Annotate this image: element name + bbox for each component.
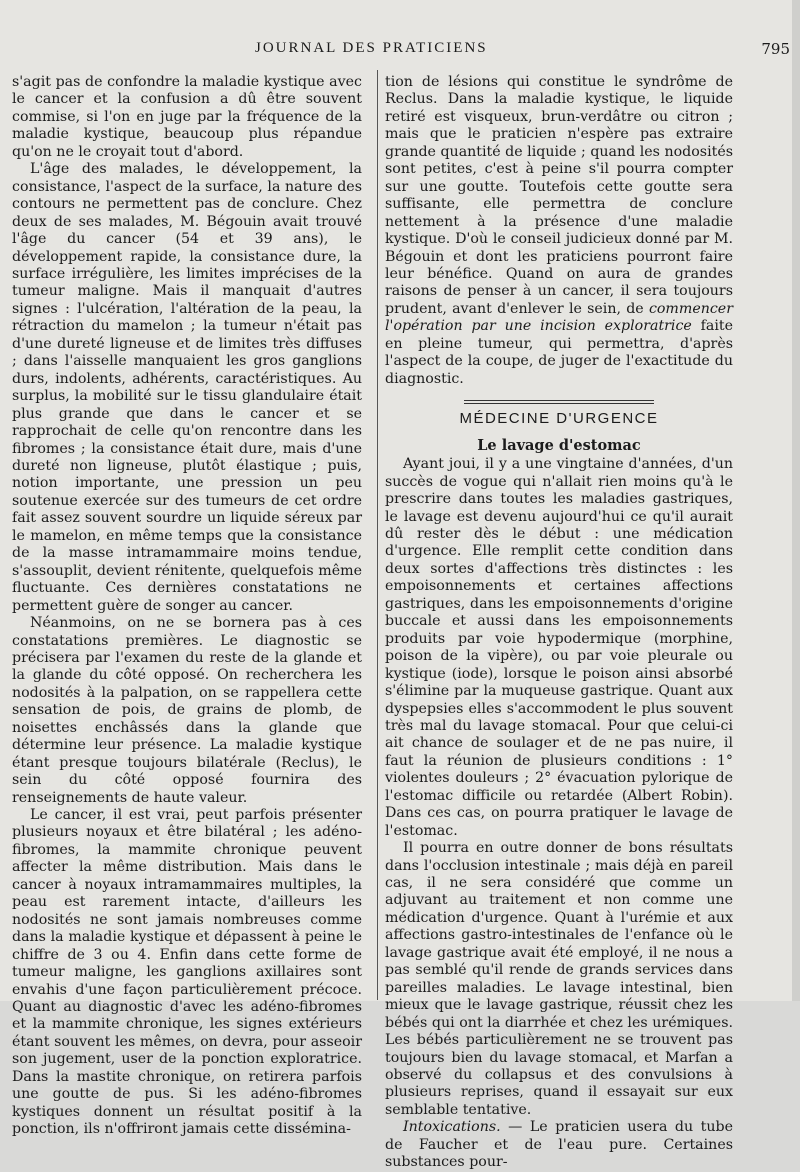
text-columns [12, 74, 798, 1171]
column-divider [377, 70, 378, 1000]
left-column [12, 74, 362, 1139]
paragraph: s'agit pas de confondre la maladie kystique avec le cancer et la confusion a dû être souvent commise, si l'on en juge par la fréquence de la maladie kystique, beaucoup plus répandue qu'on ne le croyait tout d'abord. [12, 74, 362, 160]
right-column [385, 74, 733, 1172]
running-title: JOURNAL DES PRATICIENS [255, 40, 488, 56]
paragraph: Ayant joui, il y a une vingtaine d'années, d'un succès de vogue qui n'allait rien moins qu'à le prescrire dans toutes les maladies gastriques, le lavage est devenu aujourd'hui ce qu'il aurait dû rester dès le début : une médication d'urgence. Elle remplit cette condition dans deux sortes d'affections très distinctes : les empoisonnements et certaines affections gastriques, dans les empoisonnements d'origine buccale et aussi dans les empoisonnements produits par voie hypodermique (morphine, poison de la vipère), ou par voie pleurale ou kystique (iode), lorsque le poison ainsi absorbé s'élimine par la muqueuse gastrique. Quant aux dyspepsies elles s'accommodent le plus souvent très mal du lavage stomacal. Pour que celui-ci ait chance de soulager et de ne pas nuire, il faut la réunion de plusieurs conditions : 1° violentes douleurs ; 2° évacuation pylorique de l'estomac difficile ou retardée (Albert Robin). Dans ces cas, on pourra pratiquer le lavage de l'estomac. [385, 456, 733, 839]
paragraph: Néanmoins, on ne se bornera pas à ces constatations premières. Le diagnostic se précisera par l'examen du reste de la glande et la glande du côté opposé. On recherchera les nodosités à la palpation, on se rappellera cette sensation de pois, de grains de plomb, de noisettes enchâssés dans la glande que détermine leur présence. La maladie kystique étant presque toujours bilatérale (Reclus), le sein du côté opposé fournira des renseignements de haute valeur. [12, 615, 362, 806]
page-number: 795 [761, 40, 790, 58]
emphasis-text: Intoxications. [403, 1119, 501, 1136]
section-rule [464, 400, 654, 404]
paragraph [385, 74, 733, 388]
paragraph-text: — Le praticien usera du tube de Faucher et de l'eau pure. Certaines substances pour- [385, 1119, 733, 1171]
page-header [0, 38, 800, 60]
paragraph-text: tion de lésions qui constitue le syndrôme de Reclus. Dans la maladie kystique, le liquide retiré est visqueux, brun-verdâtre ou citron ; mais que le praticien n'espère pas extraire grande quantité de liquide ; quand les nodosités sont petites, c'est à peine s'il pourra compter sur une goutte. Toutefois cette goutte sera suffisante, elle permettra de conclure nettement à la présence d'une maladie kystique. D'où le conseil judicieux donné par M. Bégouin et dont les praticiens pourront faire leur bénéfice. Quand on aura de grandes raisons de penser à un cancer, il sera toujours prudent, avant d'enlever le sein, de [385, 74, 733, 317]
article-title: Le lavage d'estomac [477, 437, 641, 455]
paragraph: L'âge des malades, le développement, la consistance, l'aspect de la surface, la nature des contours ne permettent pas de conclure. Chez deux de ses malades, M. Bégouin avait trouvé l'âge du cancer (54 et 39 ans), le développement rapide, la consistance dure, la surface irrégulière, les limites imprécises de la tumeur maligne. Mais il manquait d'autres signes : l'ulcération, l'altération de la peau, la rétraction du mamelon ; la tumeur n'était pas d'une dureté ligneuse et de limites très diffuses ; dans l'aisselle manquaient les gros ganglions durs, indolents, adhérents, caractéristiques. Au surplus, la mobilité sur le tissu glandulaire était plus grande que dans le cancer et se rapprochait de celle qu'on rencontre dans les fibromes ; la consistance était dure, mais d'une dureté non ligneuse, plutôt élastique ; puis, notion importante, une pression un peu soutenue exercée sur des tumeurs de cet ordre fait assez souvent sourdre un liquide séreux par le mamelon, en même temps que la consistance de la masse intramammaire moins tendue, s'assouplit, devient rénitente, quelquefois même fluctuante. Ces dernières constatations ne permettent guère de songer au cancer. [12, 161, 362, 614]
paragraph: Le cancer, il est vrai, peut parfois présenter plusieurs noyaux et être bilatéral ; les adéno-fibromes, la mammite chronique peuvent affecter la même distribution. Mais dans le cancer à noyaux intramammaires multiples, la peau est rarement intacte, d'ailleurs les nodosités ne sont jamais nombreuses comme dans la maladie kystique et dépassent à peine le chiffre de 3 ou 4. Enfin dans cette forme de tumeur maligne, les ganglions axillaires sont envahis d'une façon particulièrement précoce. Quant au diagnostic d'avec les adéno-fibromes et la mammite chronique, les signes extérieurs étant souvent les mêmes, on devra, pour asseoir son jugement, user de la ponction exploratrice. Dans la mastite chronique, on retirera parfois une goutte de pus. Si les adéno-fibromes kystiques donnent un résultat positif à la ponction, ils n'offriront jamais cette dissémina- [12, 807, 362, 1138]
paragraph: Il pourra en outre donner de bons résultats dans l'occlusion intestinale ; mais déjà en pareil cas, il ne sera considéré que comme un adjuvant au traitement et non comme une médication d'urgence. Quant à l'urémie et aux affections gastro-intestinales de l'enfance où le lavage gastrique avait été employé, il ne nous a pas semblé qu'il rende de grands services dans pareilles maladies. Le lavage intestinal, bien mieux que le lavage gastrique, réussit chez les bébés qui ont la diarrhée et chez les urémiques. Les bébés particulièrement ne se trouvent pas toujours bien du lavage stomacal, et Marfan a observé du collapsus et des convulsions à plusieurs reprises, quand il essayait sur eux semblable tentative. [385, 840, 733, 1118]
emphasis-text: commencer l'opération par une incision exploratrice [385, 300, 733, 335]
page-edge [792, 0, 800, 1001]
paragraph-text: faite en pleine tumeur, qui permettra, d'après l'aspect de la coupe, de juger de l'exactitude du diagnostic. [385, 318, 734, 387]
section-title: MÉDECINE D'URGENCE [459, 410, 659, 428]
paragraph [385, 1119, 733, 1171]
